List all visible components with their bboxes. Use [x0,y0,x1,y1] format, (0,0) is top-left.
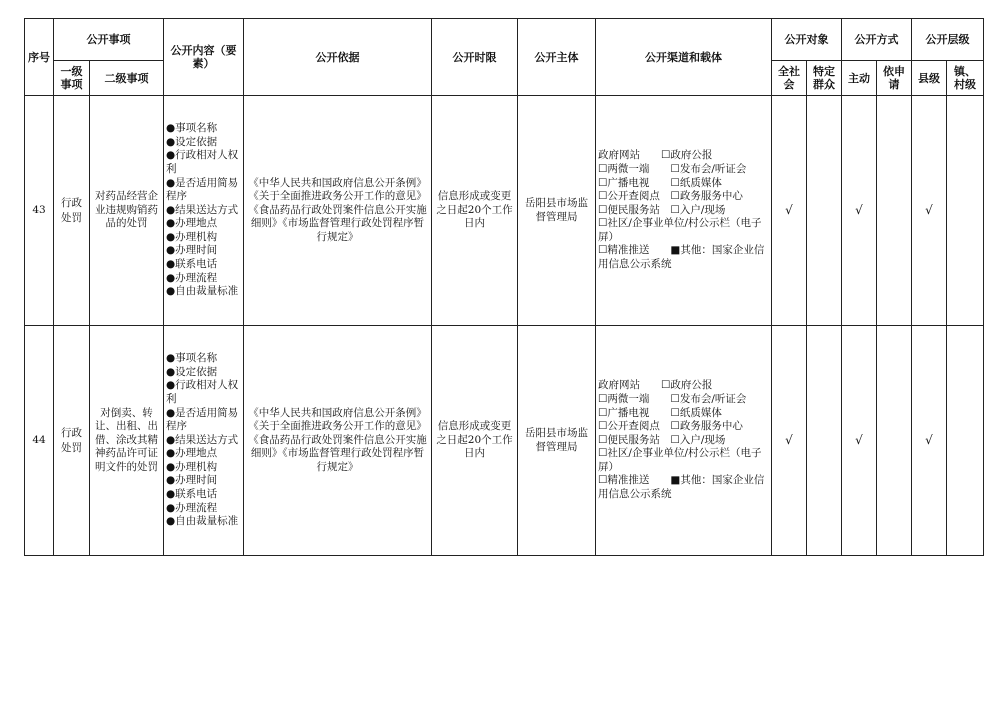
row-seq: 43 [25,96,54,326]
content-item: ●办理机构 [166,460,218,473]
channel-item: ☐便民服务站 ☐入户/现场 [598,203,726,216]
content-item: ●办理流程 [166,271,218,284]
header-matter: 公开事项 [54,19,164,61]
header-tier: 公开层级 [912,19,984,61]
header-target-all: 全社会 [772,61,807,96]
header-method: 公开方式 [842,19,912,61]
header-tier-town: 镇、村级 [947,61,984,96]
content-item: ●设定依据 [166,135,218,148]
channel-item: ☐公开查阅点 ☐政务服务中心 [598,190,743,203]
header-tier-county: 县级 [912,61,947,96]
header-channel: 公开渠道和载体 [596,19,772,96]
channel-item: 政府网站 ☐政府公报 [598,149,713,162]
content-item: ●自由裁量标准 [166,285,239,298]
channel-item: ☐公开查阅点 ☐政务服务中心 [598,420,743,433]
row-channel [596,96,772,326]
content-item: ●事项名称 [166,122,218,135]
table-row [25,326,984,556]
row-target-all: √ [772,96,807,326]
row-basis: 《中华人民共和国政府信息公开条例》《关于全面推进政务公开工作的意见》《食品药品行政处罚案件信息公开实施细则》《市场监督管理行政处罚程序暂行规定》 [244,326,432,556]
row-tier-county: √ [912,326,947,556]
row-target-specific [807,96,842,326]
content-item: ●是否适用简易程序 [166,176,239,203]
header-seq: 序号 [25,19,54,96]
content-item: ●结果送达方式 [166,433,239,446]
header-method-request: 依申请 [877,61,912,96]
row-timelimit: 信息形成或变更之日起20个工作日内 [432,326,518,556]
content-item: ●自由裁量标准 [166,515,239,528]
header-level1: 一级事项 [54,61,90,96]
channel-item: ☐两微一端 ☐发布会/听证会 [598,392,747,405]
header-method-active: 主动 [842,61,877,96]
header-content: 公开内容（要素） [164,19,244,96]
content-item: ●联系电话 [166,258,218,271]
header-timelimit: 公开时限 [432,19,518,96]
content-item: ●联系电话 [166,488,218,501]
row-method-active: √ [842,96,877,326]
header-subject: 公开主体 [518,19,596,96]
row-level1: 行政处罚 [54,96,90,326]
row-level1: 行政处罚 [54,326,90,556]
row-subject: 岳阳县市场监督管理局 [518,96,596,326]
row-seq: 44 [25,326,54,556]
row-target-specific [807,326,842,556]
row-method-active: √ [842,326,877,556]
row-method-request [877,96,912,326]
row-subject: 岳阳县市场监督管理局 [518,326,596,556]
content-item: ●办理地点 [166,447,218,460]
content-item: ●行政相对人权利 [166,149,239,175]
row-channel [596,326,772,556]
row-target-all: √ [772,326,807,556]
channel-item: ☐精准推送 ■其他：国家企业信用信息公示系统 [598,244,765,271]
row-tier-town [947,96,984,326]
content-item: ●办理时间 [166,244,218,257]
content-item: ●办理流程 [166,501,218,514]
content-item: ●办理时间 [166,474,218,487]
channel-item: ☐精准推送 ■其他：国家企业信用信息公示系统 [598,474,765,501]
row-content [164,326,244,556]
content-item: ●结果送达方式 [166,203,239,216]
row-content [164,96,244,326]
row-tier-county: √ [912,96,947,326]
content-item: ●设定依据 [166,365,218,378]
channel-item: ☐便民服务站 ☐入户/现场 [598,433,726,446]
header-target: 公开对象 [772,19,842,61]
row-level2: 对药品经营企业违规购销药品的处罚 [90,96,164,326]
channel-item: ☐两微一端 ☐发布会/听证会 [598,162,747,175]
table-row [25,96,984,326]
content-item: ●办理机构 [166,230,218,243]
header-basis: 公开依据 [244,19,432,96]
channel-item: ☐广播电视 ☐纸质媒体 [598,406,722,419]
row-tier-town [947,326,984,556]
channel-item: ☐广播电视 ☐纸质媒体 [598,176,722,189]
channel-item: ☐社区/企事业单位/村公示栏（电子屏） [598,447,762,473]
row-method-request [877,326,912,556]
content-item: ●是否适用简易程序 [166,406,239,433]
row-timelimit: 信息形成或变更之日起20个工作日内 [432,96,518,326]
row-basis: 《中华人民共和国政府信息公开条例》《关于全面推进政务公开工作的意见》《食品药品行政处罚案件信息公开实施细则》《市场监督管理行政处罚程序暂行规定》 [244,96,432,326]
content-item: ●行政相对人权利 [166,379,239,405]
channel-item: 政府网站 ☐政府公报 [598,379,713,392]
header-target-specific: 特定群众 [807,61,842,96]
row-level2: 对倒卖、转让、出租、出借、涂改其精神药品许可证明文件的处罚 [90,326,164,556]
disclosure-table [24,18,984,556]
content-item: ●事项名称 [166,352,218,365]
content-item: ●办理地点 [166,217,218,230]
channel-item: ☐社区/企事业单位/村公示栏（电子屏） [598,217,762,243]
header-level2: 二级事项 [90,61,164,96]
